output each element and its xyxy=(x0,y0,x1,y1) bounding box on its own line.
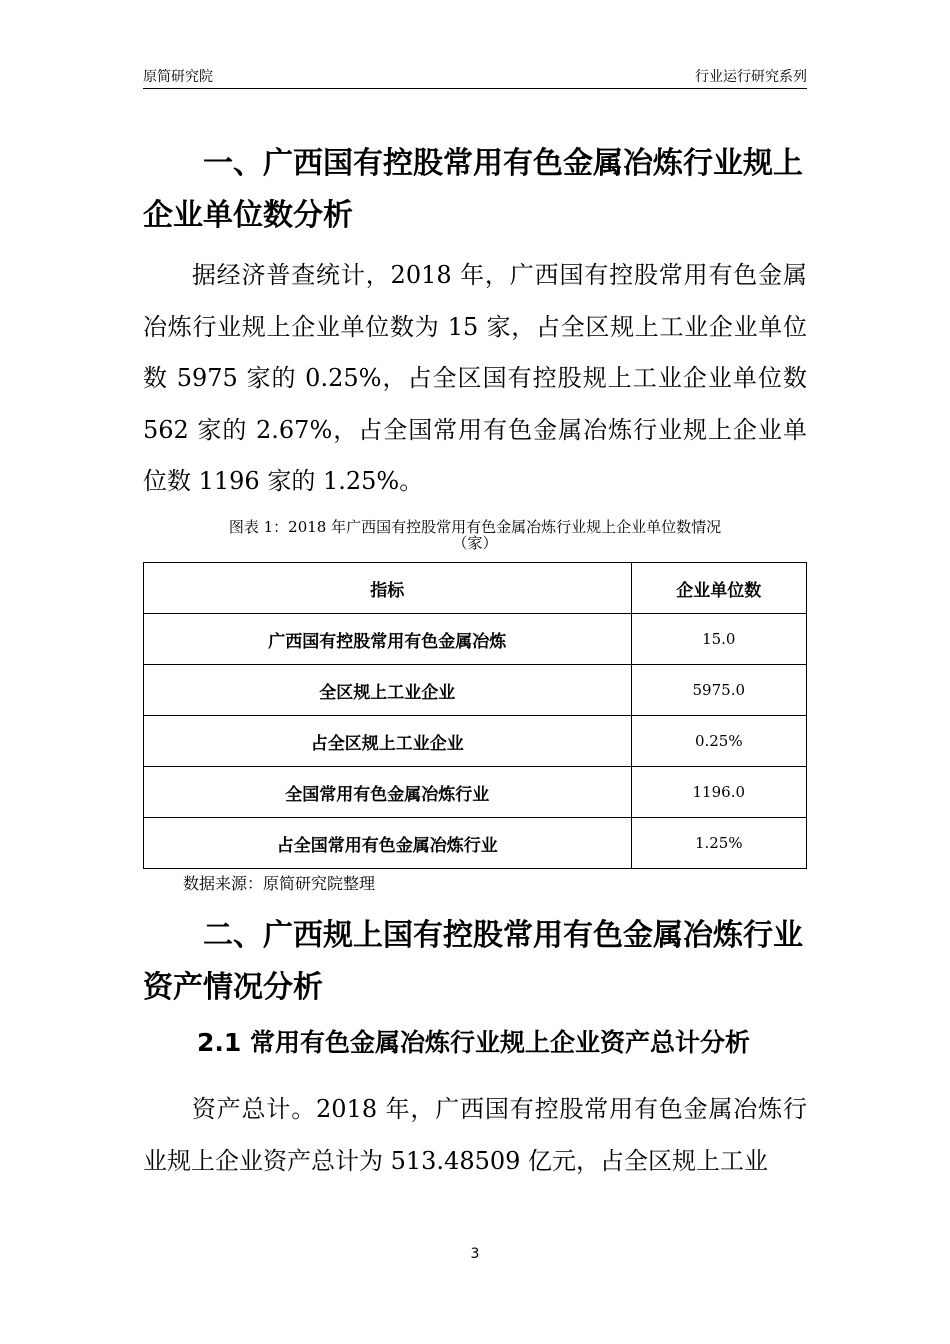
table-caption-line2: （家） xyxy=(452,534,498,552)
table-cell-value: 1196.0 xyxy=(631,767,806,818)
data-table xyxy=(143,562,807,869)
table-header-row xyxy=(144,563,807,614)
table-header-count: 企业单位数 xyxy=(631,563,806,614)
section1-paragraph xyxy=(143,250,807,508)
section1-paragraph-text: 据经济普查统计，2018 年，广西国有控股常用有色金属冶炼行业规上企业单位数为 15 家，占全区规上工业企业单位数 5975 家的 0.25%，占全区国有控股规上工业企业单位数 562 家的 2.67%，占全国常用有色金属冶炼行业规上企业单位数 1196 家的 1.25%。 xyxy=(143,261,807,495)
section1-heading xyxy=(143,138,807,242)
section1-heading-text: 一、广西国有控股常用有色金属冶炼行业规上企业单位数分析 xyxy=(143,146,803,233)
table-row xyxy=(144,614,807,665)
section2-paragraph-text: 资产总计。2018 年，广西国有控股常用有色金属冶炼行业规上企业资产总计为 513.48509 亿元，占全区规上工业 xyxy=(143,1095,807,1175)
section2-paragraph xyxy=(143,1084,807,1187)
table-caption-line1: 图表 1：2018 年广西国有控股常用有色金属冶炼行业规上企业单位数情况 xyxy=(228,518,722,536)
section2-subheading: 2.1 常用有色金属冶炼行业规上企业资产总计分析 xyxy=(197,1028,750,1057)
header-left-text: 原简研究院 xyxy=(143,69,213,85)
table-source-note: 数据来源：原简研究院整理 xyxy=(183,874,376,893)
header-divider xyxy=(143,88,807,89)
table-header-indicator: 指标 xyxy=(144,563,632,614)
table-cell-label: 占全国常用有色金属冶炼行业 xyxy=(144,818,632,869)
section2-heading-text: 二、广西规上国有控股常用有色金属冶炼行业资产情况分析 xyxy=(143,918,803,1005)
table-row xyxy=(144,665,807,716)
section2-heading xyxy=(143,910,807,1014)
table-caption xyxy=(143,516,807,554)
table-cell-label: 占全区规上工业企业 xyxy=(144,716,632,767)
table-cell-value: 15.0 xyxy=(631,614,806,665)
table-cell-value: 0.25% xyxy=(631,716,806,767)
page-number: 3 xyxy=(470,1246,480,1262)
table-row xyxy=(144,716,807,767)
table-cell-value: 5975.0 xyxy=(631,665,806,716)
table-row xyxy=(144,767,807,818)
header-right-text: 行业运行研究系列 xyxy=(695,69,807,85)
table-cell-label: 全国常用有色金属冶炼行业 xyxy=(144,767,632,818)
table-cell-value: 1.25% xyxy=(631,818,806,869)
table-cell-label: 广西国有控股常用有色金属冶炼 xyxy=(144,614,632,665)
table-cell-label: 全区规上工业企业 xyxy=(144,665,632,716)
table-row xyxy=(144,818,807,869)
